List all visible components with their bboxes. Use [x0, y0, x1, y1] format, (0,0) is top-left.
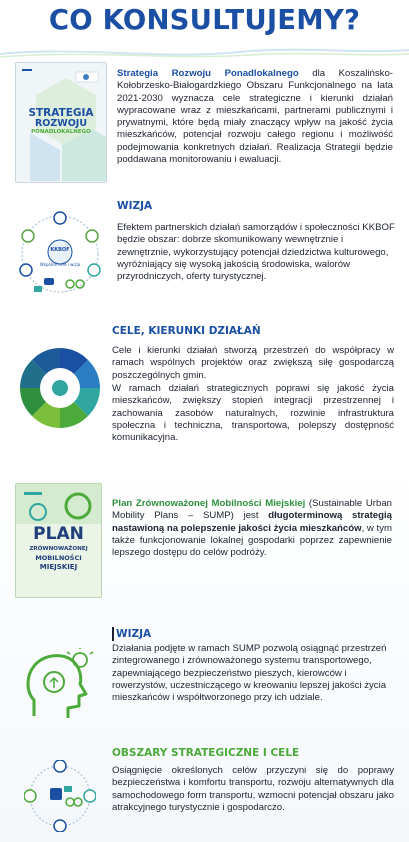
text-cursor [112, 627, 114, 641]
section5-heading: WIZJA [116, 628, 152, 640]
cover-plan-line-4: MIEJSKIEJ [39, 563, 78, 571]
vision-circle-icon [14, 208, 106, 300]
cover-plan-line-1: PLAN [33, 524, 84, 544]
section5-text: Działania podjęte w ramach SUMP pozwolą osiągnąć przestrzeń zintegrowanego i zrównoważonego systemu transportowego, zapewniającego bezpieczeństwo pieszych, kierowców i rowerzystów, uczestniczącego w kreowaniu lepszej jakości życia mieszkańców i współtworzonego przy ich udziale. [112, 643, 387, 704]
section2-heading: WIZJA [117, 200, 153, 212]
transport-cycle-icon [24, 760, 96, 832]
strategy-document-cover [15, 62, 107, 183]
cover-plan-line-3: MOBILNOŚCI [35, 554, 82, 562]
section6-heading: OBSZARY STRATEGICZNE I CELE [112, 747, 300, 759]
strategy-description: dla Koszalińsko-Kołobrzesko-Białogardzkiego Obszaru Funkcjonalnego na lata 2021-2030 wyznacza cele strategiczne i kierunki działań wypracowane wraz z mieszkańcami, partnerami publicznymi i prywatnymi, które będą miały znaczący wpływ na jakość życia mieszkańców, potencjał rozwoju całego regionu i możliwość podejmowania konkretnych działań. Realizacja Strategii będzie poddawana monitorowaniu i ewaluacji. [117, 68, 393, 166]
section4-text [112, 498, 392, 559]
strategy-highlight: Strategia Rozwoju Ponadlokalnego [117, 68, 299, 79]
head-lightbulb-icon [24, 648, 96, 728]
section3-text-2: W ramach działań strategicznych poprawi się jakość życia mieszkańców, zwiększy stopień integracji przestrzennej i zachowania zasobów naturalnych, rozwinie infrastruktura społeczna i techniczna, transportowa, polepszy dostępność komunikacyjna. [112, 383, 394, 444]
section2-text: Efektem partnerskich działań samorządów i społeczności KKBOF będzie obszar: dobrze skomunikowany wewnętrznie i zewnętrznie, wykorzystujący potencjał dziedzictwa kulturowego, wyróżniający się wysoką jakością środowiska, walorów przyrodniczych, oferty turystycznej. [117, 222, 395, 283]
vision-icon-caption: Wspólne cele i wizja [39, 262, 81, 267]
cover-title-line-3: PONADLOKALNEGO [31, 129, 91, 135]
page-title: CO KONSULTUJEMY? [48, 4, 361, 36]
section3-text-1: Cele i kierunki działań stworzą przestrzeń do współpracy w ramach wspólnych projektów oraz zwiększą siłę gospodarczą poszczególnych gmin. [112, 345, 394, 381]
decorative-wave [0, 44, 409, 60]
mobility-plan-cover [15, 483, 102, 598]
cover-title-line-2: ROZWOJU [34, 118, 88, 129]
vision-icon-label: KKBOF [50, 247, 70, 253]
cover-plan-line-2: ZRÓWNOWAŻONEJ [29, 546, 88, 552]
section6-text: Osiągnięcie określonych celów przyczyni się do poprawy bezpieczeństwa i komfortu transportu, rozwoju alternatywnych dla samochodowego form transportu, wzmocni potencjał obszaru jako atrakcyjnego turystycznie i gospodarczo. [112, 765, 394, 813]
section1-text [117, 68, 393, 166]
cover-title-line-1: STRATEGIA [28, 107, 94, 119]
mobility-bold: długoterminową strategią nastawioną na polepszenie jakości życia mieszkańców [112, 510, 392, 534]
mobility-text-a: (Sustainable Urban Mobility Plans – SUMP) jest [112, 498, 392, 522]
section3-heading: CELE, KIERUNKI DZIAŁAŃ [112, 325, 261, 337]
mobility-plan-highlight: Plan Zrównoważonej Mobilności Miejskiej [112, 498, 306, 509]
mobility-text-b: , w tym także funkcjonowanie lokalnej gospodarki poprzez zapewnienie lepszego dostępu do celów podróży. [112, 522, 392, 559]
goals-wheel-icon [15, 343, 105, 433]
